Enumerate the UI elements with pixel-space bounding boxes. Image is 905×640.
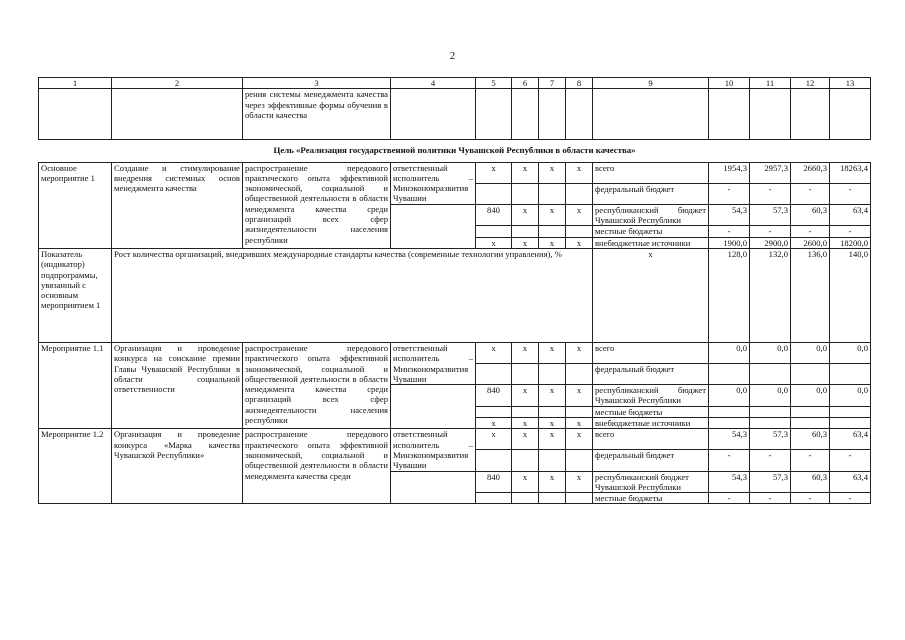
- value-cell: 60,3: [791, 204, 830, 226]
- code-cell: [566, 364, 593, 385]
- code-cell: [512, 493, 539, 504]
- code-cell: x: [476, 162, 512, 183]
- value-cell: [830, 364, 871, 385]
- code-cell: [539, 450, 566, 471]
- code-cell: x: [512, 204, 539, 226]
- code-cell: [539, 226, 566, 237]
- code-cell: x: [539, 204, 566, 226]
- value-cell: 60,3: [791, 429, 830, 450]
- event-title: Создание и стимулирование внедрения системных основ менеджмента качества: [112, 162, 243, 248]
- value-cell: -: [709, 226, 750, 237]
- event-result: распространение передового практического опыта эффективной экономической, социальной и общественной деятельности в области менеджмента качества среди организаций всех сфер жизнедеятельности населения республики: [243, 162, 391, 248]
- value-cell: 140,0: [830, 248, 871, 342]
- indicator-row: [39, 248, 871, 342]
- value-cell: [791, 406, 830, 417]
- code-cell: x: [566, 237, 593, 248]
- funding-source: республиканский бюджет Чувашской Республики: [593, 471, 709, 493]
- value-cell: 57,3: [750, 429, 791, 450]
- code-cell: [512, 183, 539, 204]
- funding-source: местные бюджеты: [593, 406, 709, 417]
- value-cell: [830, 406, 871, 417]
- funding-source: всего: [593, 342, 709, 363]
- code-cell: x: [539, 385, 566, 407]
- code-cell: x: [512, 162, 539, 183]
- event-result: распространение передового практического опыта эффективной экономической, социальной и общественной деятельности в области менеджмента качества среди: [243, 429, 391, 504]
- value-cell: [750, 406, 791, 417]
- code-cell: [512, 364, 539, 385]
- event-executor: ответственный исполнитель – Минэкономразвития Чувашии: [391, 342, 476, 384]
- value-cell: 18200,0: [830, 237, 871, 248]
- value-cell: [791, 364, 830, 385]
- column-number: 13: [830, 78, 871, 89]
- event-1-1-row: [39, 342, 871, 363]
- code-cell: [512, 406, 539, 417]
- event-executor: ответственный исполнитель – Минэкономразвития Чувашии: [391, 429, 476, 471]
- code-cell: 840: [476, 204, 512, 226]
- value-cell: 0,0: [830, 385, 871, 407]
- value-cell: [830, 418, 871, 429]
- value-cell: [709, 364, 750, 385]
- code-cell: x: [566, 471, 593, 493]
- goal-row: [39, 140, 871, 162]
- funding-source: внебюджетные источники: [593, 418, 709, 429]
- code-cell: x: [566, 385, 593, 407]
- event-title: Организация и проведение конкурса «Марка качества Чувашской Республики»: [112, 429, 243, 504]
- funding-source: местные бюджеты: [593, 226, 709, 237]
- code-cell: [476, 364, 512, 385]
- continuation-text: рения системы менеджмента качества через эффективные формы обучения в области качества: [243, 89, 391, 140]
- code-cell: [566, 493, 593, 504]
- value-cell: 0,0: [709, 385, 750, 407]
- column-number: 1: [39, 78, 112, 89]
- code-cell: [566, 406, 593, 417]
- value-cell: 132,0: [750, 248, 791, 342]
- code-cell: x: [539, 162, 566, 183]
- value-cell: 0,0: [709, 342, 750, 363]
- page-number: 2: [449, 50, 456, 62]
- event-name: Мероприятие 1.1: [39, 342, 112, 428]
- code-cell: x: [512, 385, 539, 407]
- value-cell: [750, 364, 791, 385]
- code-cell: x: [566, 342, 593, 363]
- value-cell: 63,4: [830, 471, 871, 493]
- code-cell: [539, 183, 566, 204]
- code-cell: [566, 183, 593, 204]
- value-cell: -: [750, 226, 791, 237]
- funding-source: федеральный бюджет: [593, 183, 709, 204]
- value-cell: 0,0: [750, 385, 791, 407]
- code-cell: x: [539, 471, 566, 493]
- value-cell: [709, 418, 750, 429]
- column-number: 4: [391, 78, 476, 89]
- code-cell: [476, 226, 512, 237]
- value-cell: 136,0: [791, 248, 830, 342]
- column-number: 12: [791, 78, 830, 89]
- code-cell: x: [512, 471, 539, 493]
- column-number: 8: [566, 78, 593, 89]
- event-executor: ответственный исполнитель – Минэкономразвития Чувашии: [391, 162, 476, 204]
- code-cell: x: [476, 237, 512, 248]
- code-cell: [539, 406, 566, 417]
- code-cell: [539, 493, 566, 504]
- code-cell: [566, 450, 593, 471]
- value-cell: 2660,3: [791, 162, 830, 183]
- value-cell: 18263,4: [830, 162, 871, 183]
- value-cell: 0,0: [791, 385, 830, 407]
- value-cell: 63,4: [830, 204, 871, 226]
- code-cell: x: [566, 429, 593, 450]
- value-cell: -: [830, 450, 871, 471]
- code-cell: x: [566, 418, 593, 429]
- funding-source: федеральный бюджет: [593, 364, 709, 385]
- column-number-row: [39, 78, 871, 89]
- funding-source: местные бюджеты: [593, 493, 709, 504]
- indicator-text: Рост количества организаций, внедривших международные стандарты качества (современные технологии управления), %: [112, 248, 593, 342]
- code-cell: [476, 406, 512, 417]
- code-cell: 840: [476, 385, 512, 407]
- column-number: 3: [243, 78, 391, 89]
- code-cell: [566, 226, 593, 237]
- code-cell: x: [476, 418, 512, 429]
- main-event-row: [39, 162, 871, 183]
- code-cell: x: [539, 342, 566, 363]
- value-cell: 2900,0: [750, 237, 791, 248]
- code-cell: x: [539, 237, 566, 248]
- code-cell: [512, 450, 539, 471]
- value-cell: -: [750, 183, 791, 204]
- value-cell: 1954,3: [709, 162, 750, 183]
- event-name: Мероприятие 1.2: [39, 429, 112, 504]
- column-number: 11: [750, 78, 791, 89]
- value-cell: [791, 418, 830, 429]
- column-number: 7: [539, 78, 566, 89]
- event-name: Основное мероприятие 1: [39, 162, 112, 248]
- value-cell: -: [830, 183, 871, 204]
- value-cell: -: [830, 226, 871, 237]
- code-cell: [476, 183, 512, 204]
- value-cell: 57,3: [750, 204, 791, 226]
- funding-source: федеральный бюджет: [593, 450, 709, 471]
- indicator-mark: x: [593, 248, 709, 342]
- value-cell: 0,0: [791, 342, 830, 363]
- value-cell: 54,3: [709, 429, 750, 450]
- value-cell: 128,0: [709, 248, 750, 342]
- funding-source: внебюджетные источники: [593, 237, 709, 248]
- value-cell: -: [791, 450, 830, 471]
- value-cell: 60,3: [791, 471, 830, 493]
- code-cell: x: [566, 204, 593, 226]
- value-cell: [750, 418, 791, 429]
- goal-title: Цель «Реализация государственной политики Чувашской Республики в области качества»: [273, 145, 636, 156]
- code-cell: [539, 364, 566, 385]
- program-table: [38, 77, 871, 504]
- value-cell: 54,3: [709, 471, 750, 493]
- value-cell: 57,3: [750, 471, 791, 493]
- value-cell: -: [791, 183, 830, 204]
- event-1-2-row: [39, 429, 871, 450]
- value-cell: -: [830, 493, 871, 504]
- value-cell: -: [709, 493, 750, 504]
- value-cell: 0,0: [830, 342, 871, 363]
- code-cell: x: [566, 162, 593, 183]
- value-cell: -: [750, 450, 791, 471]
- code-cell: x: [476, 342, 512, 363]
- funding-source: республиканский бюджет Чувашской Республики: [593, 204, 709, 226]
- column-number: 6: [512, 78, 539, 89]
- continuation-row: [39, 89, 871, 140]
- value-cell: [709, 406, 750, 417]
- funding-source: республиканский бюджет Чувашской Республики: [593, 385, 709, 407]
- code-cell: x: [512, 429, 539, 450]
- code-cell: x: [539, 418, 566, 429]
- value-cell: -: [709, 183, 750, 204]
- value-cell: 1900,0: [709, 237, 750, 248]
- value-cell: 0,0: [750, 342, 791, 363]
- value-cell: -: [791, 226, 830, 237]
- value-cell: 2957,3: [750, 162, 791, 183]
- event-result: распространение передового практического опыта эффективной экономической, социальной и общественной деятельности в области менеджмента качества среди организаций всех сфер жизнедеятельности населения республики: [243, 342, 391, 428]
- value-cell: -: [709, 450, 750, 471]
- value-cell: -: [750, 493, 791, 504]
- code-cell: 840: [476, 471, 512, 493]
- column-number: 9: [593, 78, 709, 89]
- code-cell: x: [512, 418, 539, 429]
- code-cell: x: [512, 237, 539, 248]
- value-cell: -: [791, 493, 830, 504]
- code-cell: x: [476, 429, 512, 450]
- value-cell: 2600,0: [791, 237, 830, 248]
- code-cell: [512, 226, 539, 237]
- code-cell: x: [512, 342, 539, 363]
- value-cell: 63,4: [830, 429, 871, 450]
- column-number: 2: [112, 78, 243, 89]
- code-cell: x: [539, 429, 566, 450]
- column-number: 10: [709, 78, 750, 89]
- funding-source: всего: [593, 162, 709, 183]
- funding-source: всего: [593, 429, 709, 450]
- column-number: 5: [476, 78, 512, 89]
- value-cell: 54,3: [709, 204, 750, 226]
- code-cell: [476, 450, 512, 471]
- event-title: Организация и проведение конкурса на соискание премии Главы Чувашской Республики в области социальной ответственности: [112, 342, 243, 428]
- indicator-name: Показатель (индикатор) подпрограммы, увязанный с основным мероприятием 1: [39, 248, 112, 342]
- code-cell: [476, 493, 512, 504]
